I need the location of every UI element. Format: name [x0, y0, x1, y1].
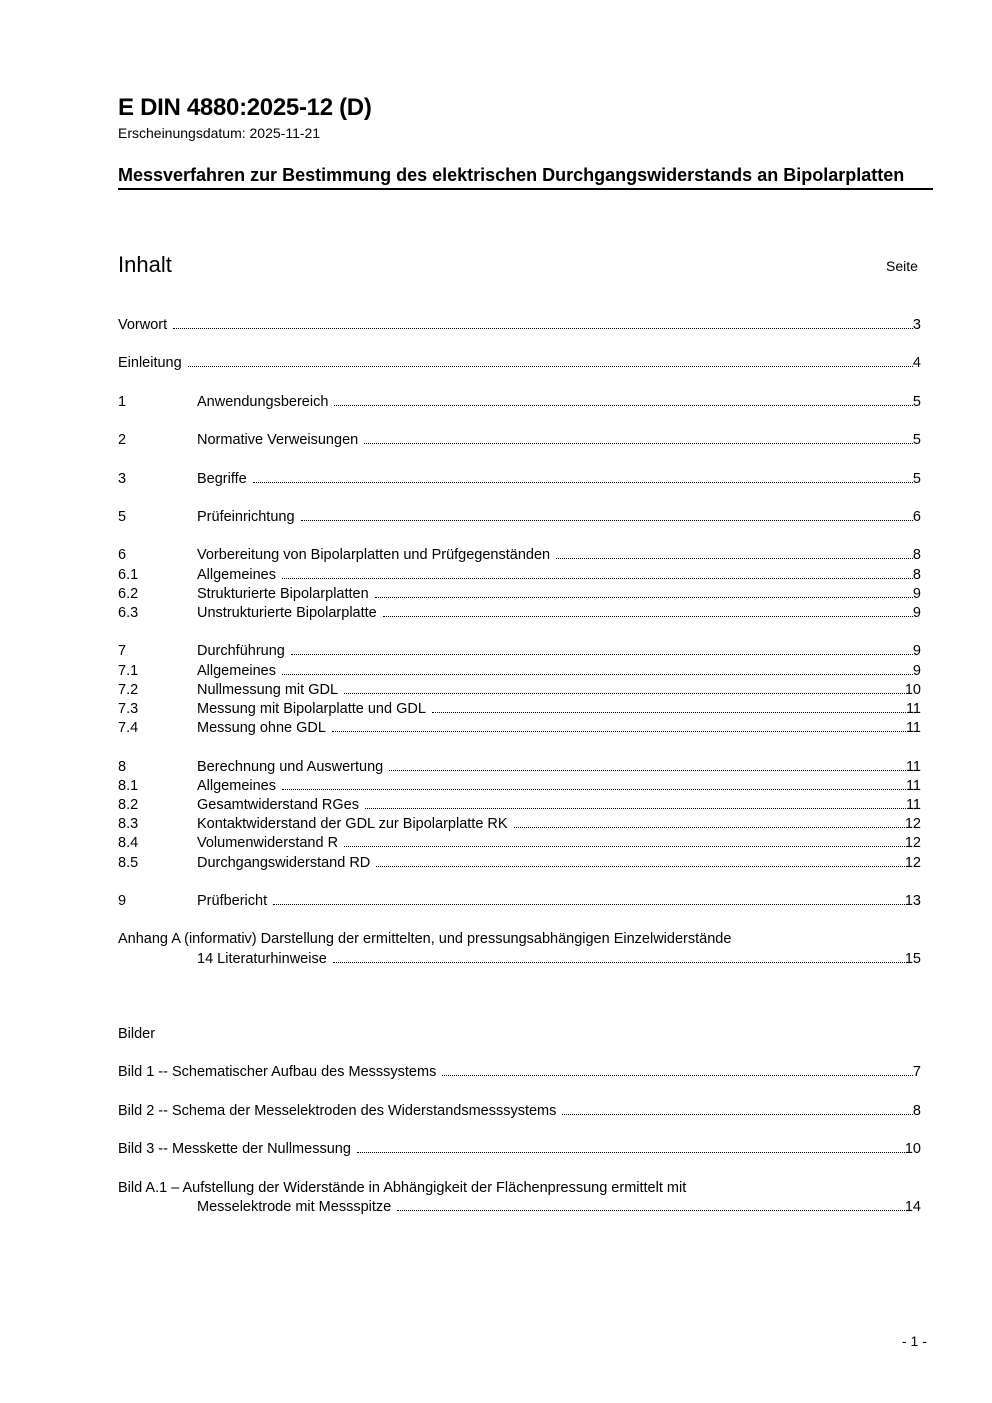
toc-entry-page: 8 — [912, 547, 921, 564]
toc-entry-number: 7.3 — [118, 700, 139, 717]
toc-entry-number: 7.4 — [118, 720, 139, 737]
toc-entry[interactable] — [118, 1140, 921, 1159]
dot-leader — [291, 654, 913, 655]
toc-entry-page: 5 — [912, 470, 921, 487]
toc-entry-number: 8 — [118, 758, 127, 775]
toc-entry-label: Anwendungsbereich — [197, 393, 329, 410]
table-of-contents — [118, 316, 921, 988]
toc-entry-label: Bild 3 -- Messkette der Nullmessung — [118, 1141, 351, 1158]
toc-entry-number: 3 — [118, 470, 127, 487]
figures-heading: Bilder — [118, 1026, 156, 1042]
toc-entry[interactable] — [118, 1063, 921, 1082]
toc-entry[interactable] — [118, 316, 921, 335]
dot-leader — [333, 962, 905, 963]
toc-entry-page: 14 — [904, 1198, 921, 1215]
dot-leader — [273, 904, 905, 905]
toc-entry-label: 14 Literaturhinweise — [197, 950, 327, 967]
toc-entry-label: Einleitung — [118, 355, 182, 372]
toc-entry-page: 8 — [912, 566, 921, 583]
toc-group — [118, 758, 921, 873]
toc-entry-page: 9 — [912, 643, 921, 660]
toc-entry-number: 6.3 — [118, 604, 139, 621]
dot-leader — [397, 1210, 905, 1211]
toc-entry-number: 6.1 — [118, 566, 139, 583]
toc-entry[interactable] — [118, 508, 921, 527]
dot-leader — [282, 578, 913, 579]
page-column-label: Seite — [886, 258, 918, 274]
toc-entry[interactable] — [118, 854, 921, 873]
dot-leader — [173, 328, 913, 329]
toc-entry-page: 5 — [912, 393, 921, 410]
toc-group — [118, 546, 921, 623]
toc-entry-page: 12 — [904, 835, 921, 852]
toc-entry[interactable] — [118, 777, 921, 796]
toc-entry-label: Bild 2 -- Schema der Messelektroden des Widerstandsmesssystems — [118, 1102, 557, 1119]
toc-entry[interactable] — [118, 431, 921, 450]
document-title: Messverfahren zur Bestimmung des elektrischen Durchgangswiderstands an Bipolarplatten — [118, 164, 933, 190]
toc-entry-label: Bild 1 -- Schematischer Aufbau des Messsystems — [118, 1064, 437, 1081]
toc-entry-label: Unstrukturierte Bipolarplatte — [197, 604, 377, 621]
toc-entry-label: Anhang A (informativ) Darstellung der ermittelten, und pressungsabhängigen Einzelwiderstände — [118, 931, 732, 948]
dot-leader — [383, 616, 913, 617]
toc-entry-label: Allgemeines — [197, 662, 276, 679]
toc-entry-page: 15 — [904, 950, 921, 967]
dot-leader — [389, 770, 906, 771]
toc-entry-page: 11 — [905, 758, 921, 775]
dot-leader — [344, 693, 905, 694]
toc-entry[interactable] — [118, 393, 921, 412]
toc-heading: Inhalt — [118, 252, 172, 277]
toc-entry[interactable] — [118, 815, 921, 834]
toc-entry[interactable] — [118, 546, 921, 565]
toc-entry-annex[interactable] — [118, 930, 921, 968]
toc-entry-number: 8.5 — [118, 854, 139, 871]
toc-entry-page: 9 — [912, 662, 921, 679]
dot-leader — [332, 731, 906, 732]
toc-entry[interactable] — [118, 681, 921, 700]
toc-entry-page: 12 — [904, 854, 921, 871]
dot-leader — [364, 443, 913, 444]
dot-leader — [282, 674, 913, 675]
dot-leader — [253, 482, 913, 483]
toc-entry-number: 6 — [118, 547, 127, 564]
toc-entry[interactable] — [118, 796, 921, 815]
toc-group — [118, 431, 921, 450]
toc-entry-number: 7.2 — [118, 681, 139, 698]
dot-leader — [282, 789, 906, 790]
dot-leader — [562, 1114, 913, 1115]
dot-leader — [432, 712, 906, 713]
toc-entry-label: Berechnung und Auswertung — [197, 758, 384, 775]
toc-entry-label: Messung ohne GDL — [197, 720, 326, 737]
toc-entry-page: 13 — [904, 892, 921, 909]
toc-entry-page: 10 — [904, 681, 921, 698]
toc-entry-number: 2 — [118, 432, 127, 449]
toc-entry-number: 5 — [118, 508, 127, 525]
toc-group — [118, 470, 921, 489]
toc-entry[interactable] — [118, 585, 921, 604]
dot-leader — [188, 366, 913, 367]
toc-entry[interactable] — [118, 758, 921, 777]
toc-entry-label: Nullmessung mit GDL — [197, 681, 339, 698]
toc-entry-number: 7.1 — [118, 662, 139, 679]
toc-entry-number: 7 — [118, 643, 127, 660]
toc-entry-label: Prüfeinrichtung — [197, 508, 295, 525]
toc-entry-label: Durchführung — [197, 643, 285, 660]
dot-leader — [334, 405, 913, 406]
dot-leader — [344, 846, 905, 847]
figure-list — [118, 1025, 921, 1236]
toc-entry-page: 8 — [912, 1102, 921, 1119]
toc-entry-label: Begriffe — [197, 470, 247, 487]
publication-date: Erscheinungsdatum: 2025-11-21 — [118, 125, 321, 141]
toc-entry-page: 10 — [904, 1141, 921, 1158]
toc-entry[interactable] — [118, 604, 921, 623]
toc-entry[interactable] — [118, 834, 921, 853]
toc-group — [118, 642, 921, 738]
toc-group — [118, 316, 921, 335]
toc-entry-page: 9 — [912, 585, 921, 602]
toc-entry-number: 8.4 — [118, 835, 139, 852]
toc-group — [118, 508, 921, 527]
toc-group — [118, 892, 921, 911]
toc-entry-label: Messelektrode mit Messspitze — [197, 1198, 392, 1215]
toc-entry-label: Prüfbericht — [197, 892, 268, 909]
dot-leader — [514, 827, 905, 828]
toc-entry-page: 9 — [912, 604, 921, 621]
toc-entry[interactable] — [118, 892, 921, 911]
toc-entry-page: 11 — [905, 796, 921, 813]
dot-leader — [442, 1075, 913, 1076]
toc-entry-number: 9 — [118, 892, 127, 909]
toc-entry-page: 6 — [912, 508, 921, 525]
toc-entry-page: 5 — [912, 432, 921, 449]
dot-leader — [365, 808, 906, 809]
document-id: E DIN 4880:2025-12 (D) — [118, 94, 372, 121]
toc-entry[interactable] — [118, 719, 921, 738]
toc-entry[interactable] — [118, 470, 921, 489]
toc-entry-label: Strukturierte Bipolarplatten — [197, 585, 369, 602]
toc-entry-page: 7 — [912, 1064, 921, 1081]
toc-entry-label: Volumenwiderstand R — [197, 835, 339, 852]
toc-entry-label: Messung mit Bipolarplatte und GDL — [197, 700, 426, 717]
dot-leader — [301, 520, 913, 521]
dot-leader — [357, 1152, 905, 1153]
toc-entry-label: Gesamtwiderstand RGes — [197, 796, 359, 813]
toc-entry-number: 8.2 — [118, 796, 139, 813]
toc-entry[interactable] — [118, 700, 921, 719]
toc-entry[interactable] — [118, 354, 921, 373]
toc-entry-label: Vorwort — [118, 317, 168, 333]
toc-entry-annex-figure[interactable] — [118, 1179, 921, 1217]
toc-entry-label: Allgemeines — [197, 777, 276, 794]
toc-entry-number: 1 — [118, 393, 127, 410]
toc-entry-label: Kontaktwiderstand der GDL zur Bipolarplatte RK — [197, 816, 508, 833]
toc-entry-page: 4 — [912, 355, 921, 372]
toc-entry[interactable] — [118, 642, 921, 661]
dot-leader — [376, 866, 905, 867]
toc-entry[interactable] — [118, 1102, 921, 1121]
toc-entry-page: 12 — [904, 816, 921, 833]
toc-entry-page: 11 — [905, 720, 921, 737]
toc-entry-label: Normative Verweisungen — [197, 432, 359, 449]
toc-entry-page: 11 — [905, 777, 921, 794]
dot-leader — [375, 597, 913, 598]
page-number: - 1 - — [902, 1333, 927, 1349]
toc-entry-label: Bild A.1 – Aufstellung der Widerstände in Abhängigkeit der Flächenpressung ermittelt mit — [118, 1179, 687, 1196]
toc-group — [118, 393, 921, 412]
toc-entry[interactable] — [118, 662, 921, 681]
toc-group — [118, 354, 921, 373]
toc-entry-number: 6.2 — [118, 585, 139, 602]
toc-entry-label: Allgemeines — [197, 566, 276, 583]
dot-leader — [556, 558, 913, 559]
toc-entry-number: 8.1 — [118, 777, 139, 794]
toc-entry-label: Vorbereitung von Bipolarplatten und Prüfgegenständen — [197, 547, 551, 564]
toc-entry-label: Durchgangswiderstand RD — [197, 854, 371, 871]
toc-entry[interactable] — [118, 566, 921, 585]
toc-entry-page: 11 — [905, 700, 921, 717]
toc-entry-page: 3 — [912, 317, 921, 333]
toc-entry-number: 8.3 — [118, 816, 139, 833]
